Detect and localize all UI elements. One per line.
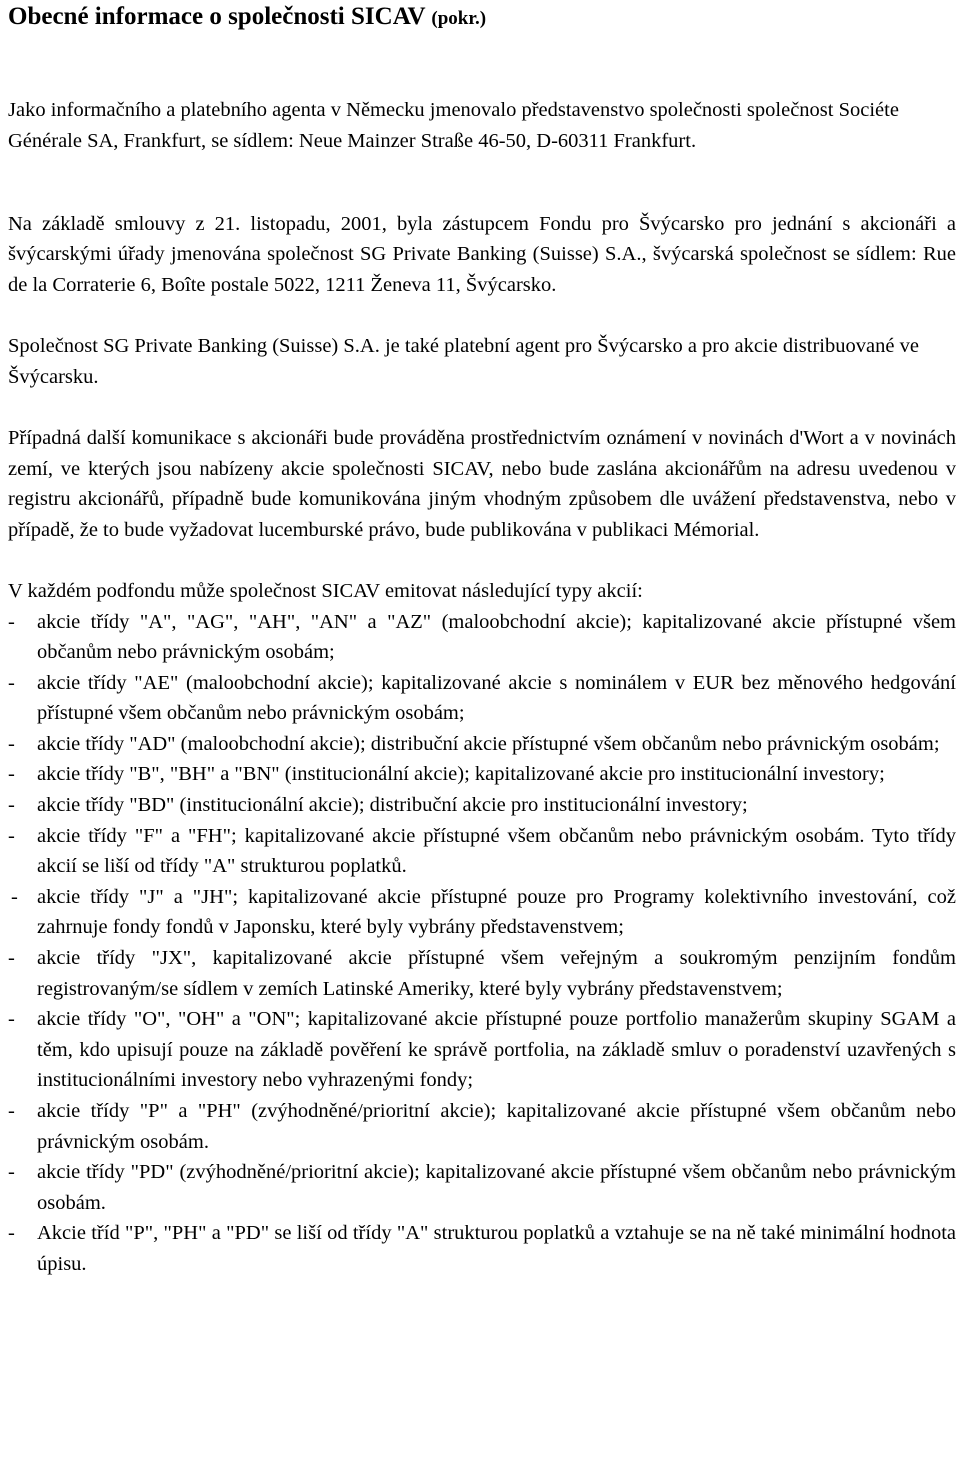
page-title-text: Obecné informace o společnosti SICAV: [8, 3, 426, 30]
list-dash: -: [8, 1008, 15, 1031]
page-title-suffix: (pokr.): [431, 8, 487, 29]
list-dash: -: [8, 824, 15, 847]
list-item-text: akcie třídy "O", "OH" a "ON"; kapitalizované akcie přístupné pouze portfolio manažerům skupiny SGAM a těm, kdo upisují pouze na základě pověření ke správě portfolia, na základě smluv o poradenství uzavřených s institucionálními investory nebo vyhrazenými fondy;: [37, 1008, 956, 1092]
list-item-text: akcie třídy "AD" (maloobchodní akcie); distribuční akcie přístupné všem občanům nebo právnickým osobám;: [37, 732, 940, 755]
paragraph-paying-agent-switzerland: Společnost SG Private Banking (Suisse) S.A. je také platební agent pro Švýcarsko a pro akcie distribuované ve Švýcarsku.: [8, 335, 919, 388]
list-dash: -: [8, 732, 15, 755]
list-item-text: akcie třídy "JX", kapitalizované akcie přístupné všem veřejným a soukromým penzijním fondům registrovaným/se sídlem v zemích Latinské Ameriky, které byly vybrány představenstvem;: [37, 947, 956, 1000]
list-item: [8, 607, 956, 668]
list-item: [8, 821, 956, 882]
list-item: [8, 882, 956, 943]
list-dash: -: [8, 671, 15, 694]
list-dash: -: [8, 794, 15, 817]
list-item: [8, 1157, 956, 1218]
paragraph-gap: [8, 156, 956, 187]
list-dash: -: [8, 1161, 15, 1184]
list-item: [8, 1096, 956, 1157]
paragraph-gap: [8, 545, 956, 576]
share-class-list: [8, 607, 956, 1280]
paragraph-share-classes-intro: V každém podfondu může společnost SICAV emitovat následující typy akcií:: [8, 579, 643, 602]
list-item-text: akcie třídy "F" a "FH"; kapitalizované akcie přístupné všem občanům nebo právnickým osobám. Tyto třídy akcií se liší od třídy "A" strukturou poplatků.: [37, 824, 956, 878]
list-item: [8, 729, 956, 760]
list-dash: -: [11, 885, 18, 908]
list-item: [8, 1004, 956, 1096]
list-item-text: akcie třídy "PD" (zvýhodněné/prioritní akcie); kapitalizované akcie přístupné všem občanům nebo právnickým osobám.: [37, 1161, 956, 1214]
list-item-text: Akcie tříd "P", "PH" a "PD" se liší od třídy "A" strukturou poplatků a vztahuje se na ně také minimální hodnota úpisu.: [37, 1222, 956, 1275]
paragraph-gap: [8, 392, 956, 423]
paragraph-gap: [8, 301, 956, 332]
page-title: [8, 0, 956, 42]
list-item: [8, 1218, 956, 1279]
list-dash: -: [8, 1100, 15, 1122]
list-item: [8, 668, 956, 729]
list-dash: -: [8, 610, 15, 633]
list-dash: -: [8, 763, 15, 786]
list-item-text: akcie třídy "B", "BH" a "BN" (institucionální akcie); kapitalizované akcie pro institucionální investory;: [37, 763, 885, 786]
list-item-text: akcie třídy "AE" (maloobchodní akcie); kapitalizované akcie s nominálem v EUR bez měnového hedgování přístupné všem občanům nebo právnickým osobám;: [37, 671, 956, 725]
list-item-text: akcie třídy "A", "AG", "AH", "AN" a "AZ" (maloobchodní akcie); kapitalizované akcie přístupné všem občanům nebo právnickým osobám;: [37, 610, 956, 664]
list-item-text: akcie třídy "BD" (institucionální akcie); distribuční akcie pro institucionální investory;: [37, 794, 748, 817]
list-item: [8, 759, 956, 790]
paragraph-communication: Případná další komunikace s akcionáři bude prováděna prostřednictvím oznámení v novinách d'Wort a v novinách zemí, ve kterých jsou nabízeny akcie společnosti SICAV, nebo bude zaslána akcionářům na adresu uvedenou v registru akcionářů, případně bude komunikována jiným vhodným způsobem dle uvážení představenstva, nebo v případě, že to bude vyžadovat lucemburské právo, bude publikována v publikaci Mémorial.: [8, 426, 956, 541]
paragraph-agent-germany: Jako informačního a platebního agenta v Německu jmenovalo představenstvo společnosti společnost Sociéte Générale SA, Frankfurt, se sídlem: Neue Mainzer Straße 46-50, D-60311 Frankfurt.: [8, 99, 899, 152]
list-item-text: akcie třídy "P" a "PH" (zvýhodněné/prioritní akcie); kapitalizované akcie přístupné všem občanům nebo právnickým osobám.: [37, 1100, 956, 1153]
list-item-text: akcie třídy "J" a "JH"; kapitalizované akcie přístupné pouze pro Programy kolektivního investování, což zahrnuje fondy fondů v Japonsku, které byly vybrány představenstvem;: [37, 885, 956, 939]
list-item: [8, 790, 956, 821]
list-item: [8, 943, 956, 1004]
list-dash: -: [8, 947, 15, 970]
paragraph-agent-switzerland: Na základě smlouvy z 21. listopadu, 2001, byla zástupcem Fondu pro Švýcarsko pro jednání s akcionáři a švýcarskými úřady jmenována společnost SG Private Banking (Suisse) S.A., švýcarská společnost se sídlem: Rue de la Corraterie 6, Boîte postale 5022, 1211 Ženeva 11, Švýcarsko.: [8, 212, 956, 296]
list-dash: -: [8, 1222, 15, 1245]
